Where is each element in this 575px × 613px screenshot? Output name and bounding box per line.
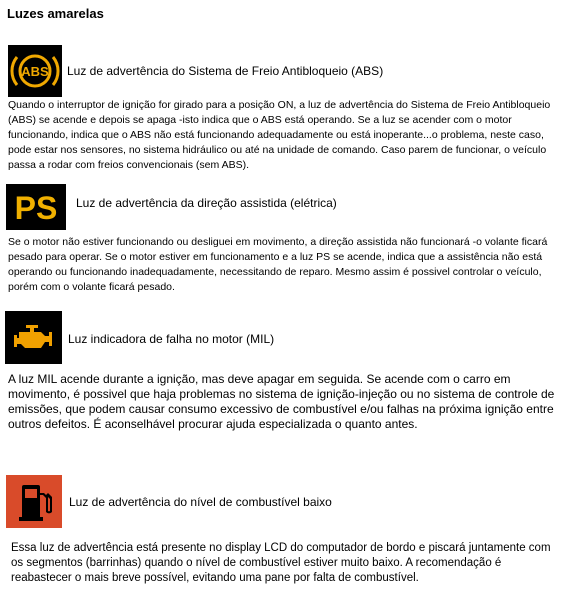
ps-warning-icon: [6, 184, 66, 230]
page-title: Luzes amarelas: [7, 6, 104, 21]
ps-description: Se o motor não estiver funcionando ou desliguei em movimento, a direção assistida não funcionará -o volante ficará pesado para operar. Se o motor estiver em funcionamento e a luz PS se acende, indica que a assistência não está operando ou funcionando inadequadamente, necessitando de reparo. Mesmo assim é possivel controlar o veículo, porém com o volante ficará pesado.: [8, 236, 548, 293]
mil-caption: Luz indicadora de falha no motor (MIL): [68, 332, 275, 346]
fuel-description: Essa luz de advertência está presente no display LCD do computador de bordo e piscará juntamente com os segmentos (barrinhas) quando o nível de combustível estiver muito baixo. A recomendação é reabastecer o mais breve possível, evitando uma pane por falta de combustível.: [11, 542, 551, 584]
abs-warning-icon: [8, 45, 62, 97]
svg-text:ABS: ABS: [21, 64, 49, 79]
fuel-pump-icon: [6, 475, 62, 528]
mil-description: A luz MIL acende durante a ignição, mas deve apagar em seguida. Se acende com o carro em movimento, é possivel que haja problemas no sistema de ignição-injeção ou no sistema de controle de emissões, que podem causar consumo excessivo de combustível e/ou falhas na próxima ignição entre outros defeitos. É aconselhável procurar ajuda especializada o quanto antes.: [8, 372, 555, 431]
abs-description: Quando o interruptor de ignição for girado para a posição ON, a luz de advertência do Sistema de Freio Antibloqueio (ABS) se acende e depois se apaga -isto indica que o ABS está operando. Se a luz se acender com o motor funcionando, indica que o ABS não está funcionando adequadamente ou está inoperante...o problema, neste caso, pode estar nos sensores, no sistema hidráulico ou até na unidade de comando. Caso parem de funcionar, o veículo passa a rodar com freios convencionais (sem ABS).: [8, 99, 551, 171]
ps-icon-text: PS: [14, 190, 58, 226]
ps-caption: Luz de advertência da direção assistida (elétrica): [76, 196, 337, 210]
engine-check-icon: [5, 311, 62, 364]
abs-caption: Luz de advertência do Sistema de Freio Antibloqueio (ABS): [67, 64, 384, 78]
fuel-caption: Luz de advertência do nível de combustível baixo: [69, 495, 332, 509]
